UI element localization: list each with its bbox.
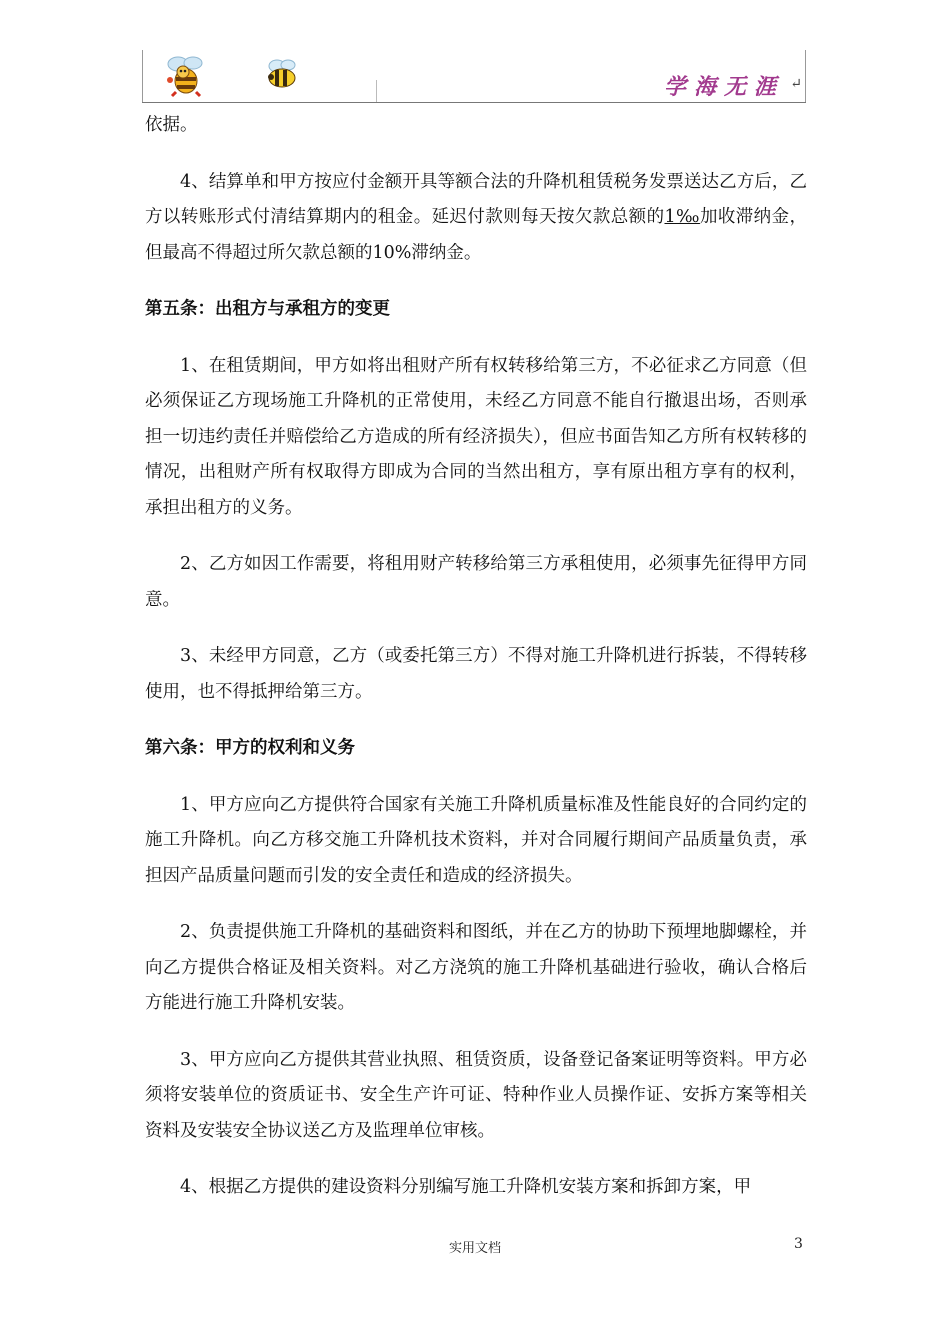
bee-icon xyxy=(262,58,302,90)
paragraph xyxy=(145,165,807,272)
section-heading: 第六条：甲方的权利和义务 xyxy=(145,738,355,758)
paragraph: 3、未经甲方同意，乙方（或委托第三方）不得对施工升降机进行拆装，不得转移使用，也不得抵押给第三方。 xyxy=(145,646,807,702)
page-number: 3 xyxy=(794,1236,803,1252)
footer-label: 实用文档 xyxy=(448,1241,501,1256)
header-slogan: 学海无涯 xyxy=(663,74,784,100)
paragraph: 2、负责提供施工升降机的基础资料和图纸，并在乙方的协助下预埋地脚螺栓，并向乙方提供合格证及相关资料。对乙方浇筑的施工升降机基础进行验收，确认合格后方能进行施工升降机安装。 xyxy=(145,922,807,1013)
header-right-border xyxy=(805,50,806,102)
paragraph: 2、乙方如因工作需要，将租用财产转移给第三方承租使用，必须事先征得甲方同意。 xyxy=(145,554,807,610)
page-header xyxy=(142,50,806,103)
header-divider xyxy=(376,80,377,102)
header-left-border xyxy=(142,50,143,102)
paragraph-text: 4、结算单和甲方按应付金额开具等额合法的升降机租赁税务发票送达乙方后，乙方以转账形式付清结算期内的租金。延迟付款则每天按欠款总额的 xyxy=(145,171,807,227)
paragraph-text: 加收滞纳金，但最高不得超过所欠款总额的10%滞纳金。 xyxy=(145,207,808,263)
paragraph-mark: ↵ xyxy=(790,76,802,92)
paragraph: 4、根据乙方提供的建设资料分别编写施工升降机安装方案和拆卸方案，甲 xyxy=(180,1177,752,1197)
bee-icon xyxy=(162,54,210,98)
paragraph: 1、在租赁期间，甲方如将出租财产所有权转移给第三方，不必征求乙方同意（但必须保证乙方现场施工升降机的正常使用，未经乙方同意不能自行撤退出场，否则承担一切违约责任并赔偿给乙方造成的所有经济损失），但应书面告知乙方所有权转移的情况，出租财产所有权取得方即成为合同的当然出租方，享有原出租方享有的权利，承担出租方的义务。 xyxy=(145,355,807,518)
paragraph: 依据。 xyxy=(145,115,198,135)
underlined-rate: 1‰ xyxy=(664,207,700,227)
paragraph: 3、甲方应向乙方提供其营业执照、租赁资质，设备登记备案证明等资料。甲方必须将安装单位的资质证书、安全生产许可证、特种作业人员操作证、安拆方案等相关资料及安装安全协议送乙方及监理单位审核。 xyxy=(145,1049,807,1141)
paragraph: 1、甲方应向乙方提供符合国家有关施工升降机质量标准及性能良好的合同约定的施工升降机。向乙方移交施工升降机技术资料，并对合同履行期间产品质量负责，承担因产品质量问题而引发的安全责任和造成的经济损失。 xyxy=(145,794,807,886)
section-heading: 第五条：出租方与承租方的变更 xyxy=(145,299,390,319)
document-body xyxy=(145,108,807,1206)
